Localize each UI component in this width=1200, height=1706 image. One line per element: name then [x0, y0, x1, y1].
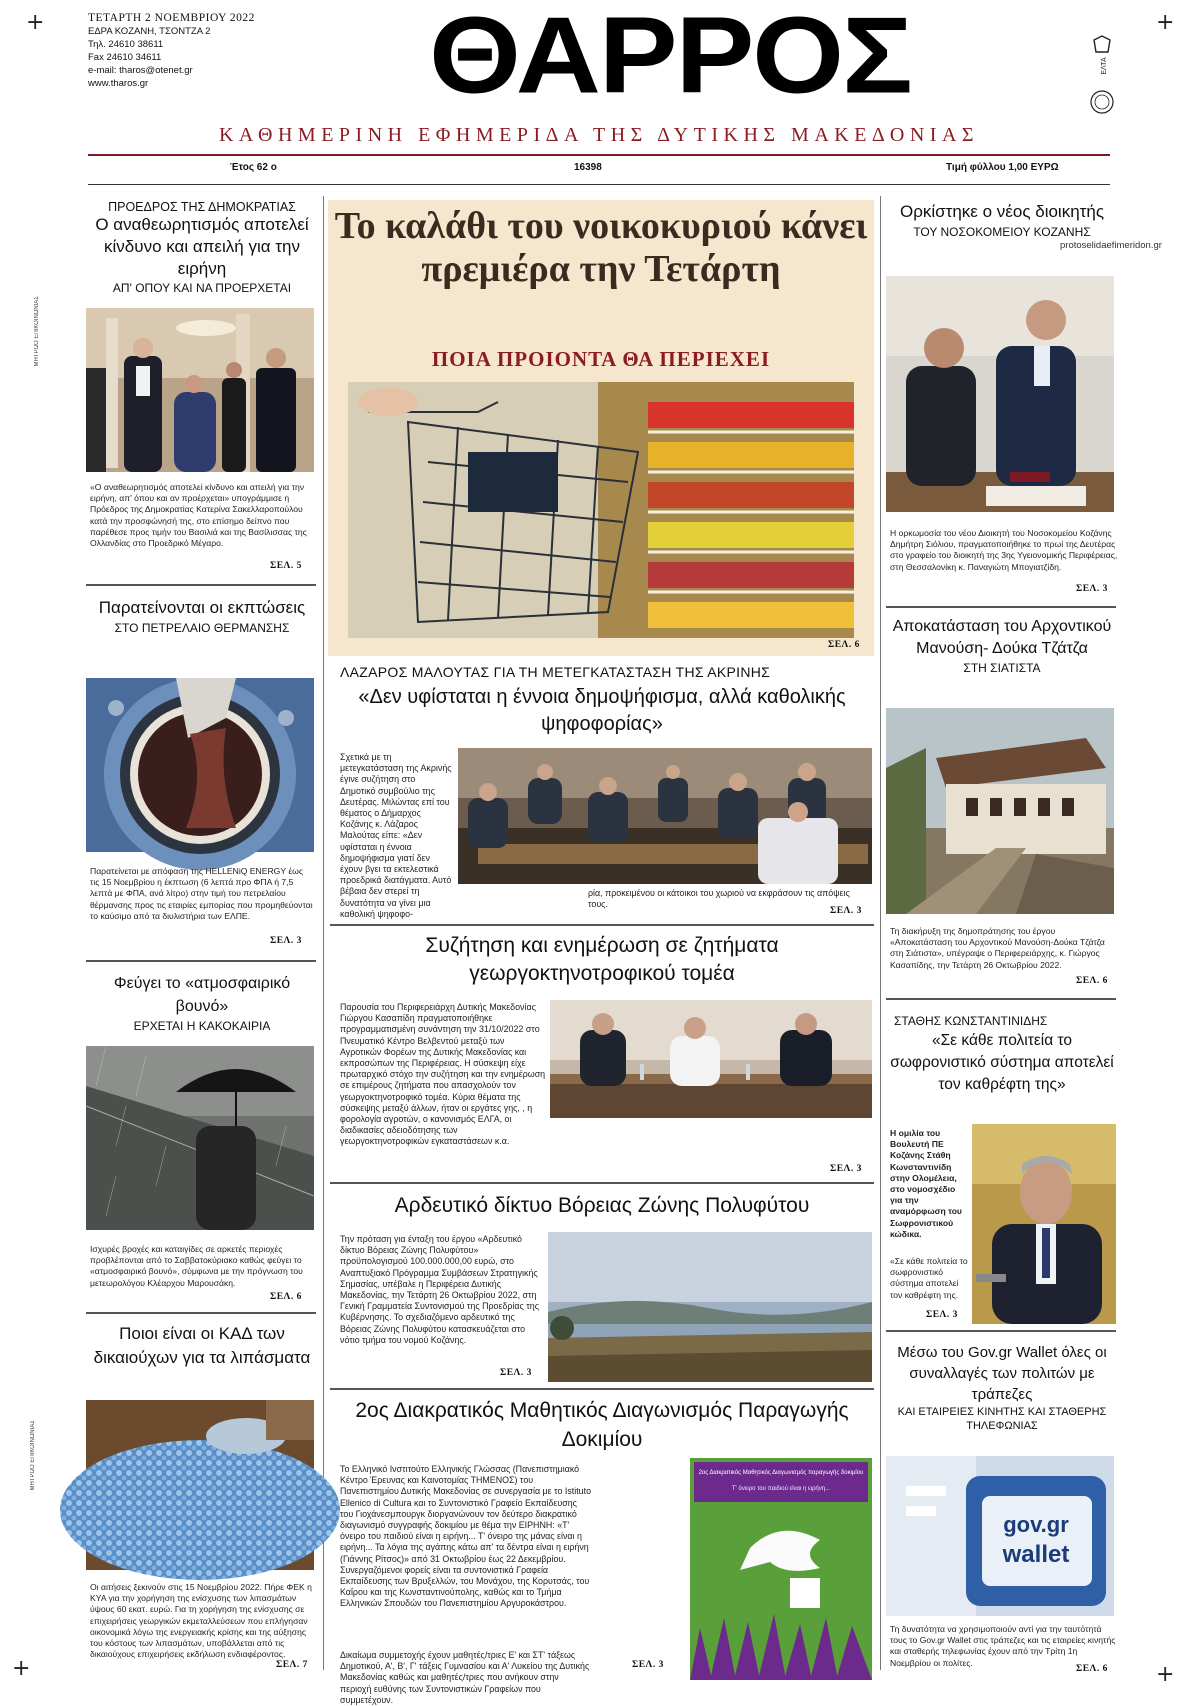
- article-caption: «Ο αναθεωρητισμός αποτελεί κίνδυνο και απειλή για την ειρήνη, απ' όπου και αν προέρχεται» υπογράμμισε η Πρόεδρος της Δημοκρατίας Κατερίνα Σακελλαροπούλου κατά την προσφώνησή της, στο επίσημο δείπνο που παρέθεσε προς τιμήν του Βασιλιά και της Βασίλισσας της Ολλανδίας στο Προεδρικό Μέγαρο.: [90, 482, 307, 549]
- masthead-rule-thin: [88, 184, 1110, 185]
- article-subtitle: ΣΤΗ ΣΙΑΤΙΣΤΑ: [963, 661, 1041, 675]
- page-reference[interactable]: ΣΕΛ. 3: [1076, 584, 1108, 594]
- page-reference[interactable]: ΣΕΛ. 6: [828, 640, 860, 650]
- masthead-info: [88, 12, 255, 90]
- article-weather[interactable]: [86, 972, 318, 1034]
- article-subtitle: ΚΑΙ ΕΤΑΙΡΕΙΕΣ ΚΙΝΗΤΗΣ ΚΑΙ ΣΤΑΘΕΡΗΣ ΤΗΛΕΦΩΝΙΑΣ: [897, 1406, 1107, 1432]
- issue-number: 16398: [574, 162, 602, 173]
- article-caption: «Σε κάθε πολιτεία το σωφρονιστικό σύστημα αποτελεί τον καθρέφτη της.: [890, 1256, 968, 1300]
- photo-fertilizer-granules: [86, 1400, 314, 1570]
- side-tag: ΜΗΤΡΩΟ ΕΠΙΚΟΙΝΩΝΙΑΣ: [30, 1420, 36, 1491]
- article-mansion-restoration[interactable]: [884, 616, 1120, 676]
- article-heating-oil[interactable]: [86, 596, 318, 636]
- page-reference[interactable]: ΣΕΛ. 3: [830, 906, 862, 916]
- article-title[interactable]: Ο αναθεωρητισμός αποτελεί κίνδυνο και απειλή για την ειρήνη: [95, 215, 309, 278]
- article-hospital-director[interactable]: [884, 200, 1120, 240]
- poster-essay-contest: [690, 1458, 872, 1680]
- article-body: Την πρόταση για ένταξη του έργου «Αρδευτικό δίκτυο Βόρειας Ζώνης Πολυφύτου» προϋπολογισμού 100.000.000,00 ευρώ, στο Αναπτυξιακό Πρόγραμμα Συμβάσεων Στρατηγικής Σημασίας, υπέβαλε η Περιφέρεια Δυτικής Μακεδονίας, την Τετάρτη 26 Οκτωβρίου 2022, στη Γενική Γραμματεία Συντονισμού της Προεδρίας της Κυβέρνησης. Το σχεδιαζόμενο αρδευτικό της Βόρειας Ζώνης Πολυφύτου κατασκευάζεται στο νότιο τμήμα του νομού Κοζάνης.: [340, 1234, 539, 1345]
- website[interactable]: www.tharos.gr: [88, 78, 149, 89]
- elta-stamp-icon: [1088, 36, 1116, 118]
- email: e-mail: tharos@otenet.gr: [88, 65, 193, 76]
- article-title[interactable]: Συζήτηση και ενημέρωση σε ζητήματα γεωργοκτηνοτροφικού τομέα: [425, 934, 779, 985]
- page-reference[interactable]: ΣΕΛ. 3: [926, 1310, 958, 1320]
- section-rule: [86, 584, 316, 586]
- article-kicker: ΣΤΑΘΗΣ ΚΩΝΣΤΑΝΤΙΝΙΔΗΣ: [894, 1014, 1048, 1028]
- article-caption: Τη δυνατότητα να χρησιμοποιούν αντί για την ταυτότητά τους το Gov.gr Wallet στις τράπεζες και τις εταιρείες κινητής και σταθερής τηλεφωνίας έχουν από την Τρίτη 1η Νοεμβρίου οι πολίτες.: [890, 1624, 1116, 1668]
- svg-text:ΕΛΤΑ: ΕΛΤΑ: [1101, 57, 1108, 75]
- side-tag: ΜΗΤΡΩΟ ΕΠΙΚΟΙΝΩΝΙΑΣ: [34, 296, 40, 367]
- article-title[interactable]: Παρατείνονται οι εκπτώσεις: [98, 598, 306, 617]
- page-reference[interactable]: ΣΕΛ. 7: [276, 1660, 308, 1670]
- section-rule: [86, 960, 316, 962]
- registration-mark: +: [1156, 10, 1175, 35]
- photo-state-dinner: [86, 308, 314, 472]
- section-rule: [330, 1388, 874, 1390]
- section-rule: [886, 1330, 1116, 1332]
- article-president[interactable]: [86, 200, 318, 296]
- photo-mansion: [886, 708, 1114, 914]
- newspaper-logo: [320, 0, 1020, 117]
- article-penal-system[interactable]: [884, 1030, 1120, 1096]
- poster-title: 2ος Διακρατικός Μαθητικός Διαγωνισμός παραγωγής δοκιμίου: [698, 1470, 864, 1476]
- article-caption-lead: Η ομιλία του Βουλευτή ΠΕ Κοζάνης Στάθη Κωνσταντινίδη στην Ολομέλεια, στο νομοσχέδιο για την αναμόρφωση του Σωφρονιστικού κώδικα.: [890, 1128, 962, 1239]
- column-divider: [323, 196, 324, 1670]
- article-gov-wallet[interactable]: [884, 1342, 1120, 1433]
- photo-shopping-cart: [348, 382, 854, 638]
- fax: Fax 24610 34611: [88, 52, 162, 63]
- year: Έτος 62 ο: [230, 162, 277, 173]
- article-body: Παρουσία του Περιφερειάρχη Δυτικής Μακεδονίας Γιώργου Κασαπίδη πραγματοποιήθηκε προγραμματισμένη συνάντηση την 31/10/2022 στο Πνευματικό Κέντρο Βελβεντού μεταξύ των Αγροτικών Φορέων της Δυτικής Μακεδονίας και εκπροσώπων της Περιφέρειας. Η σύσκεψη είχε πρωταρχικό στόχο την συζήτηση και την ενημέρωση σε επιμέρους ζητήματα που απασχολούν τον γεωργοκτηνοτροφικό τομέα. Κύρια θέματα της σύσκεψης μεταξύ άλλων, ήταν οι εργάτες γης, , η φορολογία αγροτών, ο κανονισμός ΕΛΓΑ, οι διαδικασίες αδειοδότησης των γεωργοκτηνοτροφικών εγκαταστάσεων κ.α.: [340, 1002, 546, 1147]
- watermark: protoselidaefimeridon.gr: [1060, 240, 1162, 251]
- section-rule: [330, 1182, 874, 1184]
- page-reference[interactable]: ΣΕΛ. 6: [1076, 1664, 1108, 1674]
- photo-gov-wallet: [886, 1456, 1114, 1616]
- photo-rain-umbrella: [86, 1046, 314, 1230]
- page-reference[interactable]: ΣΕΛ. 5: [270, 561, 302, 571]
- section-rule: [886, 998, 1116, 1000]
- article-title[interactable]: Φεύγει το «ατμοσφαιρικό βουνό»: [113, 975, 291, 1015]
- article-caption: Παρατείνεται με απόφαση της HELLENiQ ENERGY έως τις 15 Νοεμβρίου η έκπτωση (6 λεπτά προ ΦΠΑ ή 7,5 λεπτά με ΦΠΑ, ανά λίτρο) στην τιμή του πετρελαίου θέρμανσης προς τις εταιρίες εμπορίας που προμηθεύονται το καύσιμο από τα διυλιστήρια των ΕΛΠΕ.: [90, 866, 313, 921]
- photo-agri-meeting: [550, 1000, 872, 1118]
- photo-heating-oil: [86, 678, 314, 852]
- article-title[interactable]: Ορκίστηκε ο νέος διοικητής: [899, 202, 1105, 221]
- photo-council-meeting: [458, 748, 872, 884]
- page-reference[interactable]: ΣΕΛ. 3: [500, 1368, 532, 1378]
- article-subtitle: ΑΠ' ΟΠΟΥ ΚΑΙ ΝΑ ΠΡΟΕΡΧΕΤΑΙ: [112, 281, 292, 295]
- registration-mark: +: [1156, 1662, 1175, 1687]
- article-title[interactable]: «Σε κάθε πολιτεία το σωφρονιστικό σύστημα αποτελεί τον καθρέφτη της»: [890, 1032, 1114, 1093]
- section-rule: [886, 606, 1116, 608]
- article-title[interactable]: «Δεν υφίσταται η έννοια δημοψήφισμα, αλλά καθολικής ψηφοφορίας»: [358, 686, 846, 735]
- issue-bar: [88, 162, 1110, 178]
- photo-mp-speech: [972, 1124, 1116, 1324]
- tagline: ΚΑΘΗΜΕΡΙΝΗ ΕΦΗΜΕΡΙΔΑ ΤΗΣ ΔΥΤΙΚΗΣ ΜΑΚΕΔΟΝΙΑΣ: [218, 124, 980, 146]
- lead-title[interactable]: Το καλάθι του νοικοκυριού κάνει πρεμιέρα την Τετάρτη: [334, 205, 868, 290]
- article-subtitle: ΕΡΧΕΤΑΙ Η ΚΑΚΟΚΑΙΡΙΑ: [133, 1019, 271, 1033]
- address: ΕΔΡΑ ΚΟΖΑΝΗ, ΤΣΟΝΤΖΑ 2: [88, 26, 211, 37]
- masthead-rule: [88, 154, 1110, 156]
- article-body: Το Ελληνικό Ινστιτούτο Ελληνικής Γλώσσας (Πανεπιστημιακό Κέντρο Έρευνας και Καινοτομίας ΤΗΜΕΝΟΣ) του Πανεπιστημίου Δυτικής Μακεδονίας σε συνεργασία με το Istituto Ellenico di Cultura και το Συντονιστικό Γραφείο Εκπαίδευσης του Γιοχάνεσμπουργκ διοργανώνουν τον δεύτερο διακρατικό διαγωνισμό συγγραφής δοκιμίου με θέμα την ΕΙΡΗΝΗ: «Τ' όνειρο του παιδιού είναι η ειρήνη... Τ' όνειρο της μάνας είναι η ειρήνη... Τα λόγια της αγάπης κάτω απ' τα δέντρα είναι η ειρήνη (Γιάννης Ρίτσος)» από 31 Οκτωβρίου έως 22 Δεκεμβρίου. Συνεργαζόμενοι φορείς είναι τα συντονιστικά Γραφεία Εκπαίδευσης των Βρυξελλών, του Μονάχου, της Κορυτσάς, του Καΐρου και της Κωνσταντινούπολης, καθώς και το Τμήμα Ελληνικών Σπουδών του Πανεπιστημίου Αργυροκάστρου.: [340, 1464, 591, 1609]
- article-subtitle: ΤΟΥ ΝΟΣΟΚΟΜΕΙΟΥ ΚΟΖΑΝΗΣ: [913, 225, 1091, 239]
- article-subtitle: ΣΤΟ ΠΕΤΡΕΛΑΙΟ ΘΕΡΜΑΝΣΗΣ: [114, 621, 290, 635]
- column-divider: [880, 196, 881, 1670]
- page-reference[interactable]: ΣΕΛ. 3: [270, 936, 302, 946]
- wallet-label: wallet: [1002, 1541, 1070, 1568]
- article-title[interactable]: Ποιοι είναι οι ΚΑΔ των δικαιούχων για τα λιπάσματα: [93, 1324, 311, 1367]
- registration-mark: +: [12, 1656, 31, 1681]
- photo-swearing-in: [886, 276, 1114, 512]
- section-rule: [86, 1312, 316, 1314]
- article-caption: Ισχυρές βροχές και καταιγίδες σε αρκετές περιοχές προβλέπονται από το Σαββατοκύριακο καθώς φεύγει το «ατμοσφαιρικό βουνό», σύμφωνα με την πρόγνωση του μετεωρολόγου Κλέαρχου Μαρουσάκη.: [90, 1244, 303, 1288]
- page-reference[interactable]: ΣΕΛ. 6: [270, 1292, 302, 1302]
- article-kicker: ΠΡΟΕΔΡΟΣ ΤΗΣ ΔΗΜΟΚΡΑΤΙΑΣ: [108, 200, 296, 214]
- article-caption: Οι αιτήσεις ξεκινούν στις 15 Νοεμβρίου 2022. Πήρε ΦΕΚ η ΚΥΑ για την χορήγηση της ενίσχυσης των λιπασμάτων ύψους 60 εκατ. ευρώ. Για τη χορήγηση της ενίσχυσης σε επιχειρήσεις γεωργικών εκμεταλλεύσεων που επλήγησαν οικονομικά λόγω της ενεργειακής κρίσης και της αύξησης του κόστους των λιπασμάτων, υποβάλλεται από τις δικαιούχους επιχειρήσεις εκδήλωση ενδιαφέροντος.: [90, 1582, 312, 1660]
- article-body-tail: Δικαίωμα συμμετοχής έχουν μαθητές/τριες Ε' και ΣΤ' τάξεως Δημοτικού, Α', Β', Γ' τάξεις Γυμνασίου και Α' Λυκείου της Δυτικής Μακεδονίας καθώς και μαθητές/τριες που ανήκουν στην περιοχή ευθύνης των Συντονιστικών Γραφείων που συμμετέχουν.: [340, 1650, 590, 1705]
- article-caption: Η ορκωμοσία του νέου Διοικητή του Νοσοκομείου Κοζάνης Δημήτρη Σιόλιου, πραγματοποιήθηκε το πρωί της Δευτέρας στο γραφείο του διοικητή της 3ης Υγειονομικής Περιφέρειας, στη Θεσσαλονίκη κ. Παναγιώτη Μπογιατζίδη.: [890, 528, 1118, 572]
- phone: Τηλ. 24610 38611: [88, 39, 164, 50]
- section-rule: [330, 924, 874, 926]
- photo-polyfytos-lake: [548, 1232, 872, 1382]
- wallet-brand: gov.gr: [1003, 1512, 1069, 1537]
- article-caption: Τη διακήρυξη της δημοπράτησης του έργου «Αποκατάσταση του Αρχοντικού Μανούση-Δούκα Τζάτζα στη Σιάτιστα», υπέγραψε ο Περιφερειάρχης, κ. Γιώργος Κασαπίδης, την Τετάρτη 26 Οκτωβρίου 2022.: [890, 926, 1105, 970]
- page-reference[interactable]: ΣΕΛ. 6: [1076, 976, 1108, 986]
- issue-date: ΤΕΤΑΡΤΗ 2 ΝΟΕΜΒΡΙΟΥ 2022: [88, 12, 255, 24]
- logo-text: ΘΑΡΡΟΣ: [429, 0, 911, 117]
- article-title[interactable]: Αποκατάσταση του Αρχοντικού Μανούση- Δούκα Τζάτζα: [892, 618, 1112, 657]
- article-body-end: ρία, προκειμένου οι κάτοικοι του χωριού να εκφράσουν τις απόψεις τους.: [588, 888, 850, 910]
- article-title[interactable]: Αρδευτικό δίκτυο Βόρειας Ζώνης Πολυφύτου: [394, 1194, 810, 1217]
- article-title[interactable]: 2ος Διακρατικός Μαθητικός Διαγωνισμός Παραγωγής Δοκιμίου: [355, 1399, 849, 1451]
- article-title[interactable]: Μέσω του Gov.gr Wallet όλες οι συναλλαγές των πολιτών με τράπεζες: [897, 1344, 1107, 1403]
- article-fertilizers[interactable]: [86, 1322, 318, 1370]
- article-body: Σχετικά με τη μετεγκατάσταση της Ακρινής έγινε συζήτηση στο Δημοτικό συμβούλιο της Δευτέρας. Μιλώντας επί του θέματος ο Δήμαρχος Κοζάνης κ. Λάζαρος Μαλούτας είπε: «Δεν υφίσταται η έννοια δημοψήφισμα γιατί δεν έχουν βγει τα εκτελεστικά προεδρικά διατάγματα. Αυτό βέβαια δεν στερεί τη δυνατότητα να γίνει μια καθολική ψηφοφο-: [340, 752, 452, 919]
- poster-quote: Τ' όνειρο του παιδιού είναι η ειρήνη...: [731, 1486, 831, 1492]
- page-reference[interactable]: ΣΕΛ. 3: [830, 1164, 862, 1174]
- page-reference[interactable]: ΣΕΛ. 3: [632, 1660, 664, 1670]
- registration-mark: +: [26, 10, 45, 35]
- lead-subtitle: ΠΟΙΑ ΠΡΟΙΟΝΤΑ ΘΑ ΠΕΡΙΕΧΕΙ: [431, 347, 771, 371]
- price: Τιμή φύλλου 1,00 ΕΥΡΩ: [946, 162, 1059, 173]
- article-kicker: ΛΑΖΑΡΟΣ ΜΑΛΟΥΤΑΣ ΓΙΑ ΤΗ ΜΕΤΕΓΚΑΤΑΣΤΑΣΗ ΤΗΣ ΑΚΡΙΝΗΣ: [340, 664, 771, 680]
